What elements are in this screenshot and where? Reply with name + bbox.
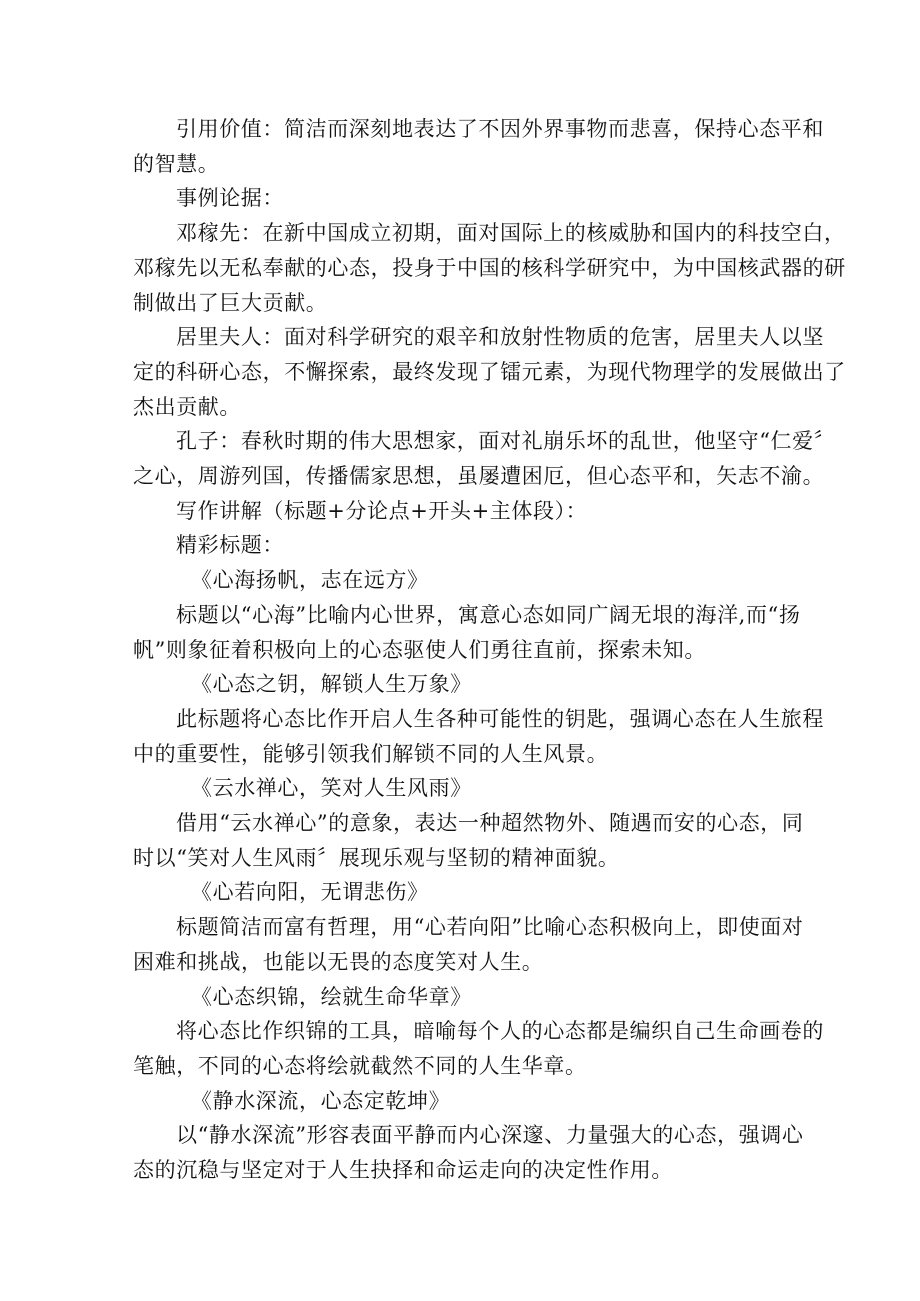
text-line: 时以“笑对人生风雨〞展现乐观与坚韧的精神面貌。 xyxy=(133,845,620,870)
text-line: 标题以“心海”比喻内心世界，寓意心态如同广阔无垠的海洋,而“扬 xyxy=(176,602,801,627)
text-line: 引用价值：简洁而深刻地表达了不因外界事物而悲喜，保持心态平和 xyxy=(176,117,824,141)
text-line: 的智慧。 xyxy=(133,151,220,176)
text-line: 困难和挑战，也能以无畏的态度笑对人生。 xyxy=(133,949,544,974)
text-line: 居里夫人：面对科学研究的艰辛和放射性物质的危害，居里夫人以坚 xyxy=(176,325,824,350)
text-line: 邓稼先以无私奉献的心态，投身于中国的核科学研究中，为中国核武器的研 xyxy=(133,255,846,280)
section-label: 精彩标题： xyxy=(176,533,284,558)
sample-title: 《静水深流，心态定乾坤》 xyxy=(191,1088,451,1113)
sample-title: 《心态织锦，绘就生命华章》 xyxy=(191,984,472,1009)
text-line: 定的科研心态，不懈探索，最终发现了镭元素，为现代物理学的发展做出了 xyxy=(133,359,846,384)
section-label: 事例论据： xyxy=(176,186,284,211)
sample-title: 《心若向阳，无谓悲伤》 xyxy=(191,880,429,905)
text-line: 笔触，不同的心态将绘就截然不同的人生华章。 xyxy=(133,1053,587,1078)
section-label: 写作讲解（标题+分论点+开头+主体段）： xyxy=(176,498,588,523)
sample-title: 《心态之钥，解锁人生万象》 xyxy=(191,672,472,697)
text-line: 杰出贡献。 xyxy=(133,394,241,419)
text-line: 孔子：春秋时期的伟大思想家，面对礼崩乐坏的乱世，他坚守“仁爱〞 xyxy=(176,429,836,454)
text-line: 将心态比作织锦的工具，暗喻每个人的心态都是编织自己生命画卷的 xyxy=(176,1019,824,1044)
text-line: 制做出了巨大贡献。 xyxy=(133,290,328,315)
text-line: 以“静水深流”形容表面平静而内心深邃、力量强大的心态，强调心 xyxy=(176,1123,804,1148)
text-line: 邓稼先：在新中国成立初期，面对国际上的核威胁和国内的科技空白， xyxy=(176,221,846,246)
text-line: 借用“云水禅心”的意象，表达一种超然物外、随遇而安的心态，同 xyxy=(176,811,804,836)
document-body xyxy=(133,112,846,1188)
text-line: 中的重要性，能够引领我们解锁不同的人生风景。 xyxy=(133,741,609,766)
text-line: 标题简洁而富有哲理，用“心若向阳”比喻心态积极向上，即使面对 xyxy=(176,915,804,940)
text-line: 帆”则象征着积极向上的心态驱使人们勇往直前，探索未知。 xyxy=(133,637,706,662)
sample-title: 《心海扬帆，志在远方》 xyxy=(191,568,429,593)
sample-title: 《云水禅心，笑对人生风雨》 xyxy=(191,776,472,801)
text-line: 之心，周游列国，传播儒家思想，虽屡遭困厄，但心态平和，矢志不渝。 xyxy=(133,464,825,489)
text-line: 态的沉稳与坚定对于人生抉择和命运走向的决定性作用。 xyxy=(133,1158,673,1183)
text-line: 此标题将心态比作开启人生各种可能性的钥匙，强调心态在人生旅程 xyxy=(176,706,824,731)
